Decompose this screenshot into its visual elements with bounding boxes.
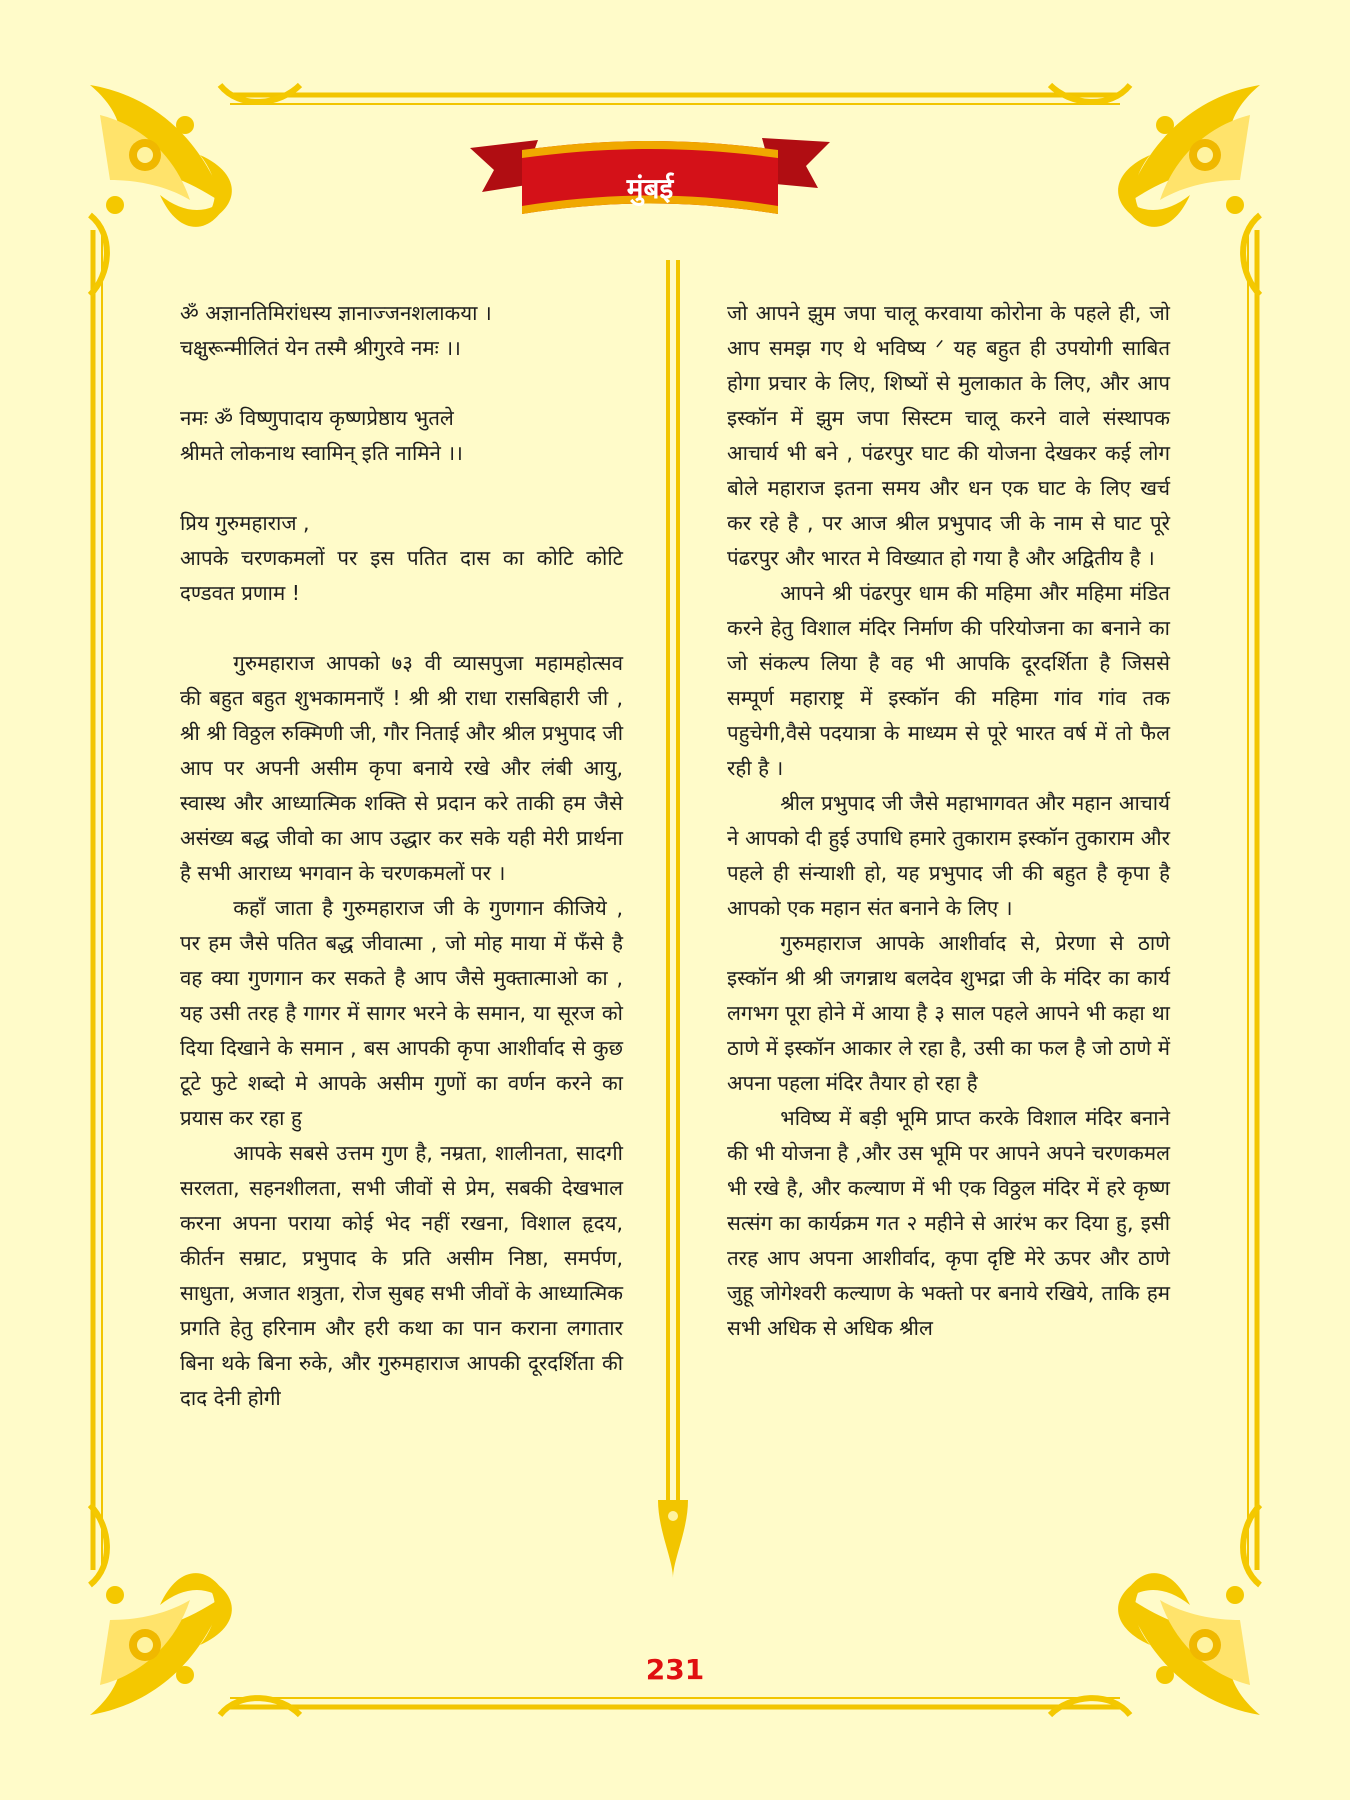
paragraph: श्रील प्रभुपाद जी जैसे महाभागवत और महान आचार्य ने आपको दी हुई उपाधि हमारे तुकाराम इस्कॉन तुकाराम और पहले ही संन्याशी हो, यह प्रभुपाद जी की बहुत है कृपा है आपको एक महान संत बनाने के लिए । [727,791,1170,920]
salutation: प्रिय गुरुमहाराज , [180,511,310,535]
paragraph: गुरुमहाराज आपको ७३ वी व्यासपुजा महामहोत्सव की बहुत बहुत शुभकामनाएँ ! श्री श्री राधा रासबिहारी जी , श्री श्री विठ्ठल रुक्मिणी जी, गौर निताई और श्रील प्रभुपाद जी आप पर अपनी असीम कृपा बनाये रखे और लंबी आयु, स्वास्थ और आध्यात्मिक शक्ति से प्रदान करे ताकी हम जैसे असंख्य बद्ध जीवो का आप उद्धार कर सके यही मेरी प्रार्थना है सभी आराध्य भगवान के चरणकमलों पर । [180,651,623,885]
verse-line: श्रीमते लोकनाथ स्वामिन् इति नामिने ।। [180,441,463,465]
paragraph: भविष्य में बड़ी भूमि प्राप्त करके विशाल मंदिर बनाने की भी योजना है ,और उस भूमि पर आपने अपने चरणकमल भी रखे है, और कल्याण में भी एक विठ्ठल मंदिर में हरे कृष्ण सत्संग का कार्यक्रम गत २ महीने से आरंभ कर दिया हु, इसी तरह आप अपना आशीर्वाद, कृपा दृष्टि मेरे ऊपर और ठाणे जुहू जोगेश्वरी कल्याण के भक्तो पर बनाये रखिये, ताकि हम सभी अधिक से अधिक श्रील [727,1106,1170,1340]
verse-line: चक्षुरून्मीलितं येन तस्मै श्रीगुरवे नमः ।। [180,336,461,360]
paragraph: आपने श्री पंढरपुर धाम की महिमा और महिमा मंडित करने हेतु विशाल मंदिर निर्माण की परियोजना का बनाने का जो संकल्प लिया है वह भी आपकि दूरदर्शिता है जिससे सम्पूर्ण महाराष्ट्र में इस्कॉन की महिमा गांव गांव तक पहुचेगी,वैसे पदयात्रा के माध्यम से पूरे भारत वर्ष में तो फैल रही है । [727,581,1170,780]
column-divider [648,260,698,1580]
verse-line: नमः ॐ विष्णुपादाय कृष्णप्रेष्ठाय भुतले [180,406,454,430]
paragraph: जो आपने झुम जपा चालू करवाया कोरोना के पहले ही, जो आप समझ गए थे भविष्य ᐟ यह बहुत ही उपयोगी साबित होगा प्रचार के लिए, शिष्यों से मुलाकात के लिए, और आप इस्कॉन में झुम जपा सिस्टम चालू करने वाले संस्थापक आचार्य भी बने , पंढरपुर घाट की योजना देखकर कई लोग बोले महाराज इतना समय और धन एक घाट के लिए खर्च कर रहे है , पर आज श्रील प्रभुपाद जी के नाम से घाट पूरे पंढरपुर और भारत मे विख्यात हो गया है और अद्वितीय है । [727,301,1170,570]
right-column [727,296,1170,1346]
left-column [180,296,623,1416]
title-banner [460,130,840,240]
paragraph: गुरुमहाराज आपके आशीर्वाद से, प्रेरणा से ठाणे इस्कॉन श्री श्री जगन्नाथ बलदेव शुभद्रा जी के मंदिर का कार्य लगभग पूरा होने में आया है ३ साल पहले आपने भी कहा था ठाणे में इस्कॉन आकार ले रहा है, उसी का फल है जो ठाणे में अपना पहला मंदिर तैयार हो रहा है [727,931,1170,1095]
verse-line: ॐ अज्ञानतिमिरांधस्य ज्ञानाज्जनशलाकया । [180,301,492,325]
paragraph: आपके सबसे उत्तम गुण है, नम्रता, शालीनता, सादगी सरलता, सहनशीलता, सभी जीवों से प्रेम, सबकी देखभाल करना अपना पराया कोई भेद नहीं रखना, विशाल हृदय, कीर्तन सम्राट, प्रभुपाद के प्रति असीम निष्ठा, समर्पण, साधुता, अजात शत्रुता, रोज सुबह सभी जीवों के आध्यात्मिक प्रगति हेतु हरिनाम और हरी कथा का पान कराना लगातार बिना थके बिना रुके, और गुरुमहाराज आपकी दूरदर्शिता की दाद देनी होगी [180,1141,623,1410]
paragraph: कहाँ जाता है गुरुमहाराज जी के गुणगान कीजिये , पर हम जैसे पतित बद्ध जीवात्मा , जो मोह माया में फँसे है वह क्या गुणगान कर सकते है आप जैसे मुक्तात्माओ का , यह उसी तरह है गागर में सागर भरने के समान, या सूरज को दिया दिखाने के समान , बस आपकी कृपा आशीर्वाद से कुछ टूटे फुटे शब्दो मे आपके असीम गुणों का वर्णन करने का प्रयास कर रहा हु [180,896,623,1130]
page-title: मुंबई [626,172,674,205]
greeting: आपके चरणकमलों पर इस पतित दास का कोटि कोटि दण्डवत प्रणाम ! [180,546,623,605]
page-number: 231 [645,1653,705,1686]
